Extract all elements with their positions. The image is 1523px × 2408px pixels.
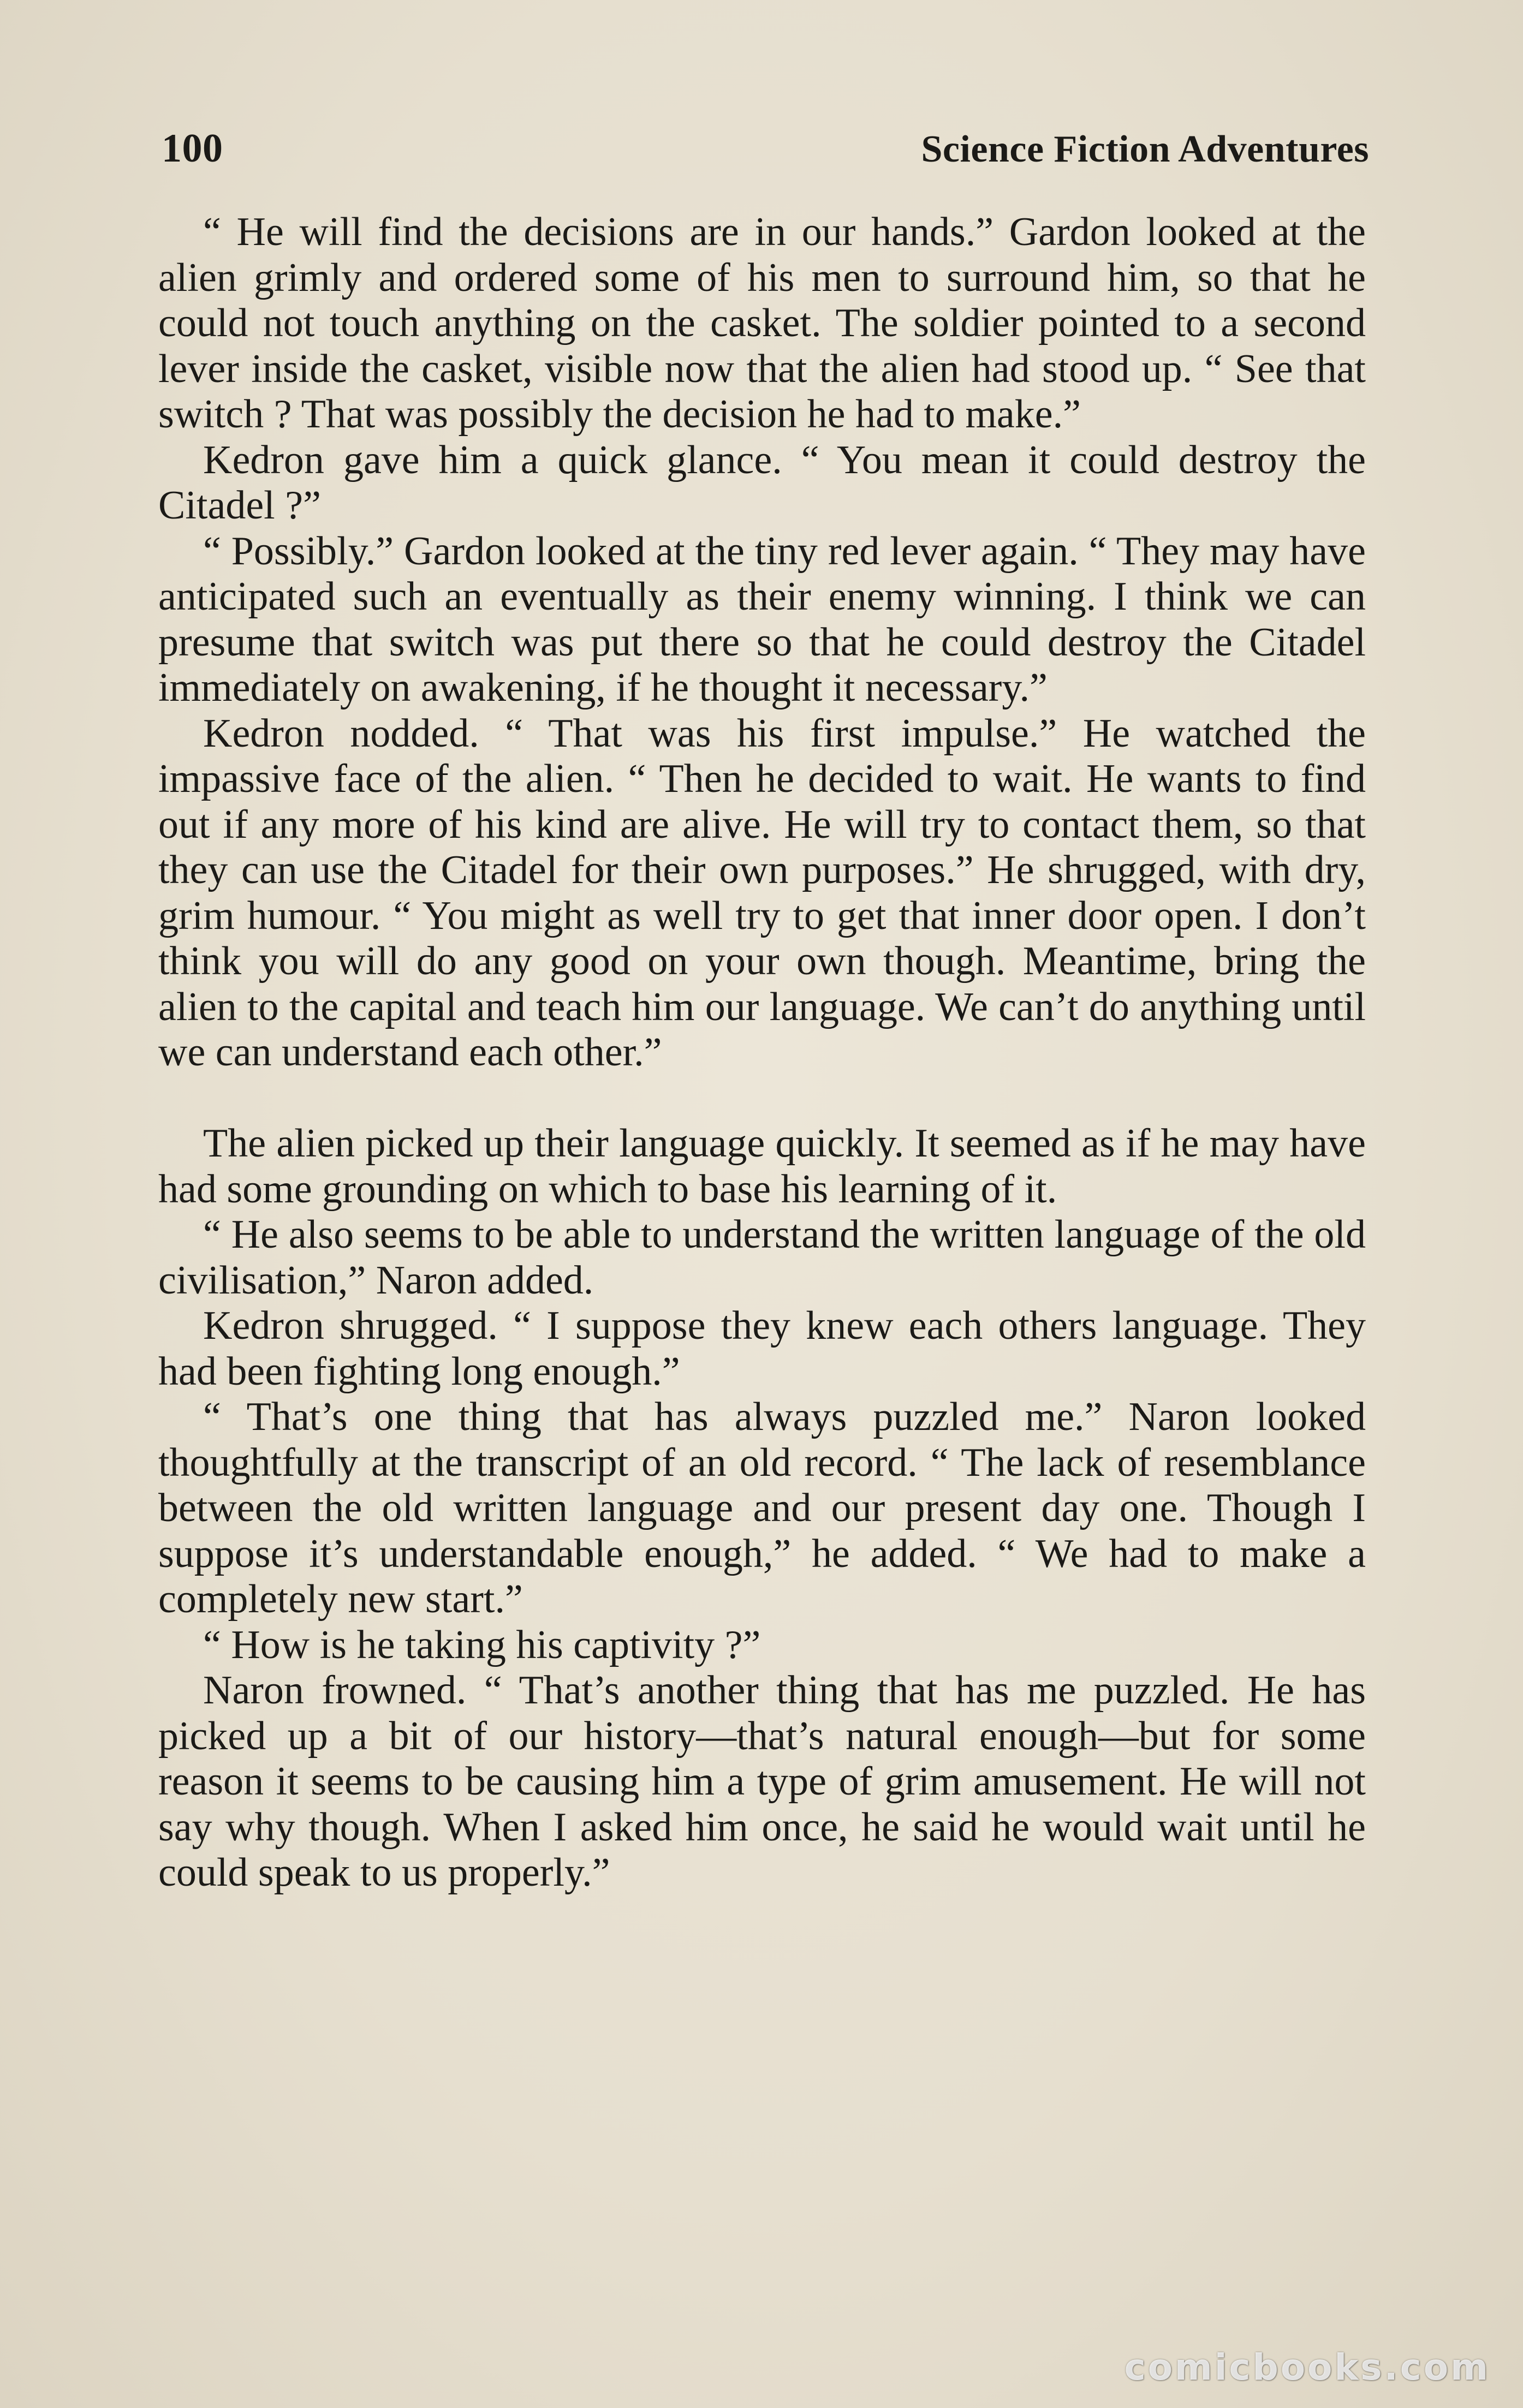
body-text bbox=[158, 210, 1366, 1896]
paragraph: Kedron nodded. “ That was his first impulse.” He watched the impassive face of the alien. “ Then he decided to wait. He wants to find out if any more of his kind are alive. He will try to contact them, so that they can use the Citadel for their own purposes.” He shrugged, with dry, grim humour. “ You might as well try to get that inner door open. I don’t think you will do any good on your own though. Meantime, bring the alien to the capital and teach him our language. We can’t do anything until we can understand each other.” bbox=[158, 711, 1366, 1075]
paragraph: Kedron shrugged. “ I suppose they knew each others language. They had been fighting long enough.” bbox=[158, 1303, 1366, 1394]
paragraph: “ He will find the decisions are in our hands.” Gardon looked at the alien grimly and ordered some of his men to surround him, so that he could not touch anything on the casket. The soldier pointed to a second lever inside the casket, visible now that the alien had stood up. “ See that switch ? That was possibly the decision he had to make.” bbox=[158, 210, 1366, 437]
paragraph: “ Possibly.” Gardon looked at the tiny red lever again. “ They may have anticipated such an eventually as their enemy winning. I think we can presume that switch was put there so that he could destroy the Citadel immediately on awakening, if he thought it necessary.” bbox=[158, 528, 1366, 710]
page-number: 100 bbox=[162, 126, 223, 171]
paragraph: “ He also seems to be able to understand the written language of the old civilisation,” Naron added. bbox=[158, 1212, 1366, 1303]
paragraph: “ How is he taking his captivity ?” bbox=[203, 1622, 761, 1667]
paragraph: Kedron gave him a quick glance. “ You mean it could destroy the Citadel ?” bbox=[158, 437, 1366, 528]
running-title: Science Fiction Adventures bbox=[921, 128, 1369, 170]
paragraph-section-start: The alien picked up their language quickly. It seemed as if he may have had some grounding on which to base his learning of it. bbox=[158, 1121, 1366, 1212]
running-head bbox=[162, 126, 1369, 175]
paragraph: Naron frowned. “ That’s another thing that has me puzzled. He has picked up a bit of our history—that’s natural enough—but for some reason it seems to be causing him a type of grim amusement. He will not say why though. When I asked him once, he said he would wait until he could speak to us properly.” bbox=[158, 1668, 1366, 1895]
watermark: comicbooks.com bbox=[1124, 2346, 1490, 2388]
paragraph: “ That’s one thing that has always puzzled me.” Naron looked thoughtfully at the transcript of an old record. “ The lack of resemblance between the old written language and our present day one. Though I suppose it’s understandable enough,” he added. “ We had to make a completely new start.” bbox=[158, 1394, 1366, 1622]
